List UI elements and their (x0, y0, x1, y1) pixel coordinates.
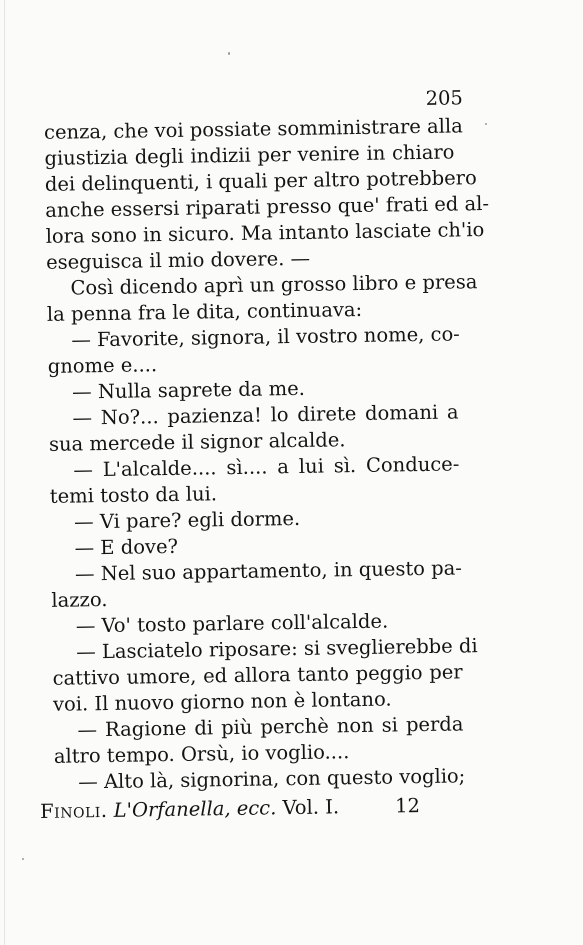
paper-speck (228, 52, 230, 55)
paper-speck (485, 123, 487, 125)
text-line-21: — Lasciatelo riposare: si sveglierebbe di (76, 634, 478, 664)
page-footer (40, 794, 440, 823)
text-line-13: sua mercede il signor alcalde. (48, 428, 346, 456)
text-line-17: — E dove? (74, 534, 179, 560)
text-line-20: — Vo' tosto parlare coll'alcalde. (75, 609, 389, 638)
footer-author: Finoli. (40, 798, 108, 823)
text-line-23: voi. Il nuovo giorno non è lontano. (52, 687, 392, 716)
text-line-2: giustizia degli indizii per venire in chiaro (44, 140, 455, 170)
footer-title: L'Orfanella, ecc. (113, 796, 277, 822)
text-line-22: cattivo umore, ed allora tanto peggio per (52, 660, 463, 690)
text-line-24: — Ragione di più perchè non si perda (77, 712, 464, 742)
text-line-18: — Nel suo appartamento, in questo pa- (74, 556, 463, 586)
text-line-11: — Nulla saprete da me. (71, 376, 306, 404)
text-line-4: anche essersi riparati presso que' frati ed al- (45, 191, 490, 222)
text-line-16: — Vi pare? egli dorme. (74, 506, 301, 534)
text-line-3: dei delinquenti, i quali per altro potrebbero (44, 166, 477, 196)
text-line-6: eseguisca il mio dovere. — (45, 246, 311, 274)
text-line-25: altro tempo. Orsù, io voglio.... (53, 740, 350, 768)
footer-signature: 12 (394, 794, 421, 818)
text-line-8: la penna fra le dita, continuava: (46, 297, 363, 326)
text-line-15: temi tosto da lui. (49, 482, 218, 508)
text-line-19: lazzo. (51, 587, 108, 612)
text-line-10: gnome e.... (47, 353, 158, 378)
page-edge-shadow (4, 0, 5, 945)
footer-volume: Vol. I. (282, 795, 340, 820)
text-line-5: lora sono in sicuro. Ma intanto lasciate ch'io (45, 218, 485, 248)
text-line-26: — Alto là, signorina, con questo voglio; (78, 764, 466, 794)
page-number: 205 (425, 86, 464, 110)
text-line-12: — No?... pazienza! lo direte domani a (72, 400, 459, 430)
text-line-7: Così dicendo aprì un grosso libro e presa (70, 270, 478, 300)
text-line-14: — L'alcalde.... sì.... a lui sì. Conduce- (73, 452, 460, 482)
text-line-9: — Favorite, signora, il vostro nome, co- (71, 322, 460, 352)
paper-speck (22, 858, 24, 860)
text-line-1: cenza, che voi possiate somministrare alla (43, 114, 463, 144)
